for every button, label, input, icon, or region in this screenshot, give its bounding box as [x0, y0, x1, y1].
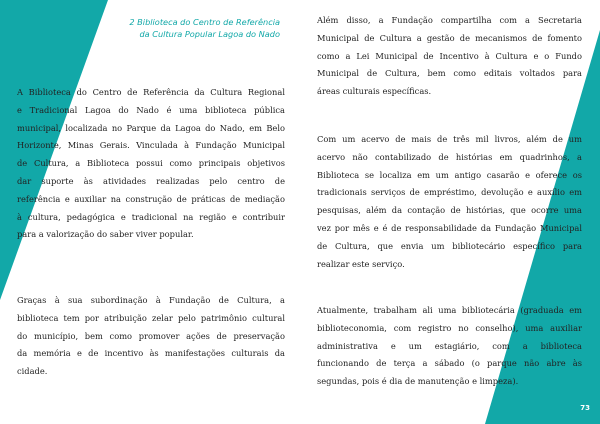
text-line: acervo não contabilizado de histórias em quadrinhos, a — [317, 151, 582, 162]
text-line: da memória e de incentivo às manifestações culturais da — [17, 348, 285, 359]
text-line: pesquisas, além da contação de histórias, que ocorre uma — [317, 205, 582, 216]
left-paragraph-1 — [17, 84, 285, 244]
right-page — [300, 0, 600, 424]
section-heading-line-1: 2 Biblioteca do Centro de Referência — [129, 17, 280, 27]
text-line: e Tradicional Lagoa do Nado é uma biblioteca pública — [17, 104, 285, 115]
text-line: A Biblioteca do Centro de Referência da Cultura Regional — [17, 87, 285, 97]
text-line: como a Lei Municipal de Incentivo à Cultura e o Fundo — [317, 50, 582, 61]
text-line: Biblioteca se localiza em um antigo casarão e oferece os — [317, 169, 582, 180]
text-line: vez por mês e é de responsabilidade da Fundação Municipal — [317, 222, 582, 233]
text-line: para a valorização do saber viver popular. — [17, 229, 194, 240]
text-line: cidade. — [17, 366, 48, 377]
text-line: à cultura, pedagógica e tradicional na região e contribuir — [17, 211, 285, 222]
text-line: administrativa e um estagiário, com a biblioteca — [317, 340, 582, 351]
text-line: de Cultura, que envia um bibliotecário específico para — [317, 240, 582, 251]
text-line: biblioteconomia, com registro no conselho), uma auxiliar — [317, 322, 582, 333]
text-line: do município, bem como promover ações de preservação — [17, 330, 285, 341]
page-number: 73 — [580, 404, 590, 412]
right-paragraph-2 — [317, 131, 582, 273]
section-heading-line-2: da Cultura Popular Lagoa do Nado — [139, 29, 280, 39]
text-line: Horizonte, Minas Gerais. Vinculada à Fundação Municipal — [17, 140, 285, 151]
text-line: Além disso, a Fundação compartilha com a Secretaria — [317, 15, 582, 25]
section-heading — [100, 16, 280, 40]
text-line: tradicionais serviços de empréstimo, devolução e auxílio em — [317, 187, 582, 198]
text-line: funcionando de terça a sábado (o parque não abre às — [317, 358, 582, 369]
right-paragraph-1 — [317, 12, 582, 101]
text-line: segundas, pois é dia de manutenção e limpeza). — [317, 376, 519, 387]
text-line: Municipal de Cultura, bem como editais voltados para — [317, 68, 582, 79]
text-line: dar suporte às atividades realizadas pelo centro de — [17, 175, 285, 186]
right-paragraph-3 — [317, 302, 582, 391]
text-line: áreas culturais específicas. — [317, 86, 432, 97]
text-line: realizar este serviço. — [317, 258, 405, 269]
text-line: referência e auxiliar na construção de práticas de mediação — [17, 193, 285, 204]
text-line: municipal, localizada no Parque da Lagoa do Nado, em Belo — [17, 122, 285, 133]
text-line: Municipal de Cultura a gestão de mecanismos de fomento — [317, 32, 582, 43]
text-line: de Cultura, a Biblioteca possui como principais objetivos — [17, 158, 285, 169]
text-line: Graças à sua subordinação à Fundação de Cultura, a — [17, 295, 285, 305]
text-line: Atualmente, trabalham ali uma bibliotecária (graduada em — [317, 305, 582, 315]
text-line: Com um acervo de mais de três mil livros, além de um — [317, 134, 582, 144]
left-paragraph-2 — [17, 292, 285, 381]
text-line: biblioteca tem por atribuição zelar pelo patrimônio cultural — [17, 312, 285, 323]
